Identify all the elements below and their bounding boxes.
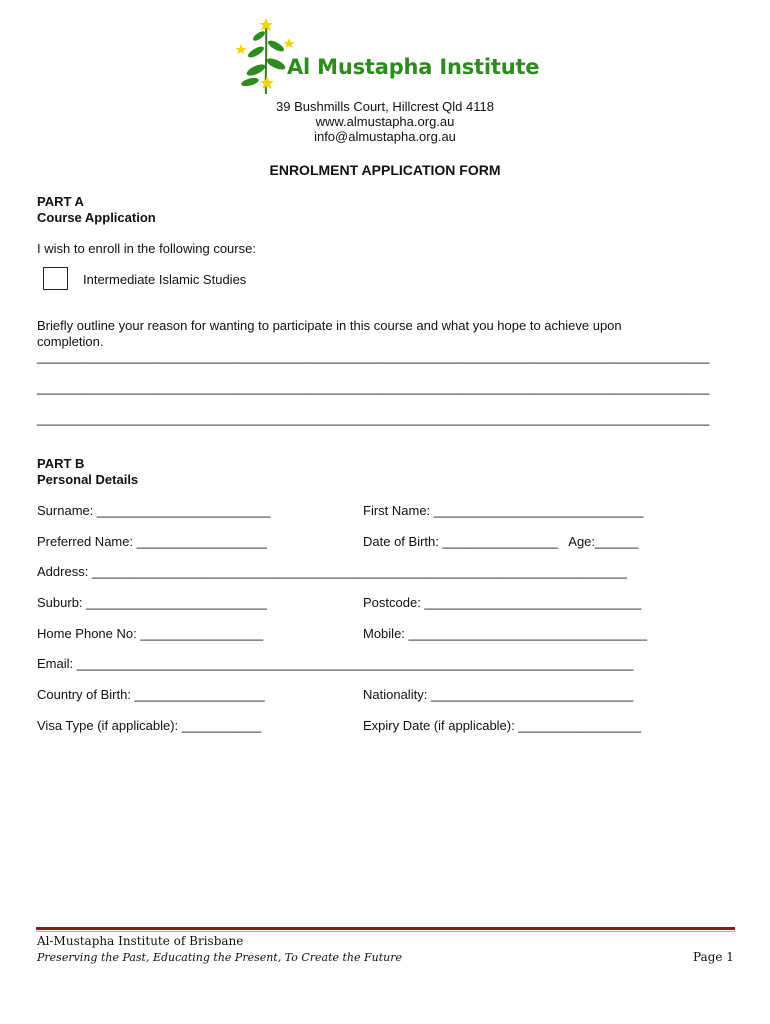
course-checkbox[interactable] (43, 267, 68, 290)
reason-line-3[interactable]: _____________________________________________________________________________________________ (37, 411, 710, 426)
mobile-field[interactable]: Mobile: _________________________________ (363, 626, 648, 641)
part-b-heading: PART B (37, 456, 85, 471)
email-link[interactable]: info@almustapha.org.au (314, 129, 456, 144)
country-of-birth-field[interactable]: Country of Birth: __________________ (37, 687, 265, 702)
home-phone-field[interactable]: Home Phone No: _________________ (37, 626, 264, 641)
nationality-field[interactable]: Nationality: ____________________________ (363, 687, 634, 702)
logo-leaf (252, 30, 267, 43)
preferred-name-field[interactable]: Preferred Name: __________________ (37, 534, 267, 549)
surname-field[interactable]: Surname: ________________________ (37, 503, 271, 518)
footer-divider-thin (36, 931, 735, 932)
first-name-field[interactable]: First Name: _____________________________ (363, 503, 644, 518)
part-a-heading: PART A (37, 194, 84, 209)
page-number: Page 1 (693, 950, 734, 964)
logo-leaf (246, 44, 265, 59)
form-title: ENROLMENT APPLICATION FORM (269, 162, 501, 178)
footer-institute: Al-Mustapha Institute of Brisbane (37, 934, 244, 948)
part-a-subheading: Course Application (37, 210, 156, 225)
footer-divider (36, 927, 735, 930)
reason-line-2[interactable]: _____________________________________________________________________________________________ (37, 380, 710, 395)
reason-prompt: Briefly outline your reason for wanting to participate in this course and what you hope to achieve upon (37, 318, 622, 333)
dob-age-field[interactable]: Date of Birth: ________________ Age:______ (363, 534, 639, 549)
org-name: Al Mustapha Institute (287, 55, 540, 79)
logo-leaf (245, 62, 267, 78)
visa-type-field[interactable]: Visa Type (if applicable): ___________ (37, 718, 262, 733)
website-link[interactable]: www.almustapha.org.au (315, 114, 455, 129)
expiry-date-field[interactable]: Expiry Date (if applicable): _________________ (363, 718, 642, 733)
logo-leaf (265, 56, 287, 72)
logo-leaf (266, 38, 285, 53)
postcode-field[interactable]: Postcode: ______________________________ (363, 595, 642, 610)
part-b-subheading: Personal Details (37, 472, 139, 487)
email-field[interactable]: Email: _____________________________________________________________________________ (37, 656, 634, 671)
suburb-field[interactable]: Suburb: _________________________ (37, 595, 267, 610)
course-intro: I wish to enroll in the following course: (37, 241, 256, 256)
reason-prompt-cont: completion. (37, 334, 104, 349)
logo-star (284, 38, 295, 48)
footer-motto: Preserving the Past, Educating the Present, To Create the Future (37, 951, 403, 964)
logo-star (260, 76, 274, 89)
logo-star (236, 44, 247, 54)
address-field[interactable]: Address: __________________________________________________________________________ (37, 564, 627, 579)
address-line: 39 Bushmills Court, Hillcrest Qld 4118 (276, 99, 494, 114)
logo-leaf (240, 76, 259, 87)
course-option-label: Intermediate Islamic Studies (83, 272, 247, 287)
reason-line-1[interactable]: _____________________________________________________________________________________________ (37, 349, 710, 364)
